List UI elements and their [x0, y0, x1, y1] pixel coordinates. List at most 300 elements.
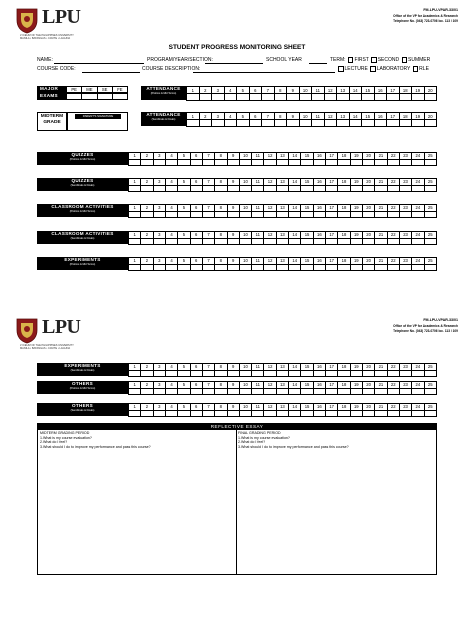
grid-entry-cell[interactable]	[301, 410, 313, 417]
grid-entry-cell[interactable]	[239, 388, 251, 395]
exam-cell[interactable]	[82, 94, 97, 100]
grid-entry-cell[interactable]	[165, 388, 177, 395]
grid-entry-cell[interactable]	[362, 238, 374, 245]
grid-entry-cell[interactable]	[141, 388, 153, 395]
grid-entry-cell[interactable]	[326, 185, 338, 192]
grid-number-cell: 16	[313, 179, 325, 186]
grid-number-cell: 8	[215, 404, 227, 411]
grid-number-cell: 22	[387, 205, 399, 212]
grid-entry-cell[interactable]	[375, 370, 387, 377]
grid-entry-cell[interactable]	[387, 120, 400, 127]
final-essay-prompts[interactable]	[238, 431, 349, 449]
grid-entry-cell[interactable]	[227, 238, 239, 245]
grid-entry-cell[interactable]	[399, 370, 411, 377]
grid-entry-cell[interactable]	[326, 370, 338, 377]
grid-entry-cell[interactable]	[202, 388, 214, 395]
grid-entry-cell[interactable]	[424, 410, 437, 417]
grid-entry-cell[interactable]	[141, 185, 153, 192]
grid-entry-cell[interactable]	[326, 264, 338, 271]
grid-entry-cell[interactable]	[412, 264, 424, 271]
grid-entry-cell[interactable]	[424, 238, 437, 245]
grid-number-cell: 25	[424, 179, 437, 186]
grid-entry-cell[interactable]	[239, 370, 251, 377]
grid-entry-cell[interactable]	[165, 370, 177, 377]
grid-entry-cell[interactable]	[202, 264, 214, 271]
grid-entry-cell[interactable]	[350, 211, 362, 218]
grid-entry-cell[interactable]	[129, 238, 141, 245]
grid-entry-cell[interactable]	[350, 370, 362, 377]
grid-entry-cell[interactable]	[165, 211, 177, 218]
grid-entry-cell[interactable]	[350, 185, 362, 192]
grid-entry-cell[interactable]	[313, 159, 325, 166]
grid-entry-cell[interactable]	[227, 211, 239, 218]
grid-entry-cell[interactable]	[362, 370, 374, 377]
grid-number-cell: 13	[276, 364, 288, 371]
grid-entry-cell[interactable]	[387, 185, 399, 192]
grid-entry-cell[interactable]	[326, 211, 338, 218]
grid-entry-cell[interactable]	[202, 185, 214, 192]
grid-entry-cell[interactable]	[227, 159, 239, 166]
p2-section-header	[37, 363, 128, 376]
grid-number-cell: 1	[129, 258, 141, 265]
grid-entry-cell[interactable]	[412, 159, 424, 166]
grid-entry-cell[interactable]	[412, 211, 424, 218]
grid-entry-cell[interactable]	[227, 370, 239, 377]
grid-entry-cell[interactable]	[424, 94, 437, 101]
grid-entry-cell[interactable]	[337, 94, 350, 101]
grid-entry-cell[interactable]	[212, 120, 225, 127]
grid-entry-cell[interactable]	[264, 185, 276, 192]
grid-entry-cell[interactable]	[375, 238, 387, 245]
grid-entry-cell[interactable]	[178, 264, 190, 271]
grid-entry-cell[interactable]	[399, 264, 411, 271]
grid-entry-cell[interactable]	[276, 370, 288, 377]
grid-entry-cell[interactable]	[252, 238, 264, 245]
lecture-checkbox[interactable]	[338, 66, 344, 72]
grid-entry-row[interactable]	[187, 120, 437, 127]
grid-entry-cell[interactable]	[215, 388, 227, 395]
grid-entry-cell[interactable]	[276, 388, 288, 395]
grid-entry-cell[interactable]	[202, 238, 214, 245]
grid-entry-cell[interactable]	[338, 238, 350, 245]
grid-entry-cell[interactable]	[276, 211, 288, 218]
grid-entry-cell[interactable]	[237, 94, 250, 101]
grid-entry-cell[interactable]	[362, 410, 374, 417]
grid-entry-cell[interactable]	[399, 185, 411, 192]
grid-entry-cell[interactable]	[224, 94, 237, 101]
grid-entry-cell[interactable]	[313, 211, 325, 218]
grid-entry-cell[interactable]	[362, 388, 374, 395]
grid-entry-cell[interactable]	[375, 264, 387, 271]
school-year-field[interactable]	[309, 63, 327, 64]
grid-entry-cell[interactable]	[375, 211, 387, 218]
grid-entry-cell[interactable]	[338, 388, 350, 395]
grid-entry-cell[interactable]	[412, 388, 424, 395]
grid-entry-cell[interactable]	[153, 238, 165, 245]
grid-entry-cell[interactable]	[289, 238, 301, 245]
grid-entry-cell[interactable]	[313, 264, 325, 271]
grid-entry-cell[interactable]	[362, 185, 374, 192]
grid-entry-cell[interactable]	[374, 94, 387, 101]
exam-cell[interactable]	[112, 94, 127, 100]
grid-entry-cell[interactable]	[215, 410, 227, 417]
grid-entry-cell[interactable]	[399, 388, 411, 395]
midterm-essay-prompts[interactable]	[40, 431, 151, 449]
grid-entry-cell[interactable]	[387, 238, 399, 245]
grid-entry-cell[interactable]	[153, 211, 165, 218]
grid-entry-cell[interactable]	[338, 211, 350, 218]
program-field[interactable]	[205, 63, 263, 64]
grid-entry-row[interactable]	[187, 94, 437, 101]
course-desc-field[interactable]	[193, 72, 335, 73]
grid-entry-cell[interactable]	[313, 370, 325, 377]
grid-entry-cell[interactable]	[412, 370, 424, 377]
grid-number-cell: 18	[338, 205, 350, 212]
grid-entry-cell[interactable]	[326, 159, 338, 166]
grid-entry-cell[interactable]	[178, 185, 190, 192]
grid-entry-cell[interactable]	[239, 185, 251, 192]
grid-entry-cell[interactable]	[312, 94, 325, 101]
grid-entry-row[interactable]	[129, 211, 437, 218]
grid-entry-cell[interactable]	[249, 120, 262, 127]
grid-entry-cell[interactable]	[227, 264, 239, 271]
grid-entry-cell[interactable]	[165, 238, 177, 245]
grid-entry-cell[interactable]	[129, 388, 141, 395]
grid-entry-cell[interactable]	[324, 94, 337, 101]
number-grid	[128, 204, 437, 218]
term-second-checkbox[interactable]	[371, 57, 377, 63]
grid-entry-cell[interactable]	[338, 410, 350, 417]
grid-entry-cell[interactable]	[262, 120, 275, 127]
grid-number-cell: 15	[362, 113, 375, 120]
grid-entry-cell[interactable]	[424, 264, 437, 271]
grid-number-cell: 25	[424, 404, 437, 411]
grid-entry-cell[interactable]	[227, 410, 239, 417]
grid-entry-cell[interactable]	[276, 238, 288, 245]
grid-entry-cell[interactable]	[375, 388, 387, 395]
grid-entry-cell[interactable]	[289, 370, 301, 377]
grid-entry-cell[interactable]	[338, 264, 350, 271]
grid-entry-cell[interactable]	[178, 370, 190, 377]
grid-entry-cell[interactable]	[424, 185, 437, 192]
grid-entry-cell[interactable]	[239, 238, 251, 245]
grid-entry-cell[interactable]	[178, 159, 190, 166]
grid-number-cell: 13	[276, 258, 288, 265]
grid-entry-cell[interactable]	[190, 238, 202, 245]
grid-entry-cell[interactable]	[165, 185, 177, 192]
grid-entry-cell[interactable]	[264, 410, 276, 417]
grid-number-cell: 1	[129, 179, 141, 186]
grid-entry-cell[interactable]	[187, 94, 200, 101]
grid-entry-cell[interactable]	[252, 388, 264, 395]
grid-entry-cell[interactable]	[165, 410, 177, 417]
grid-entry-cell[interactable]	[215, 211, 227, 218]
grid-entry-cell[interactable]	[178, 238, 190, 245]
grid-entry-cell[interactable]	[362, 211, 374, 218]
grid-entry-cell[interactable]	[264, 238, 276, 245]
grid-entry-cell[interactable]	[387, 388, 399, 395]
grid-entry-cell[interactable]	[215, 238, 227, 245]
grid-entry-cell[interactable]	[424, 370, 437, 377]
exam-cell[interactable]	[97, 94, 112, 100]
grid-entry-cell[interactable]	[178, 211, 190, 218]
grid-entry-cell[interactable]	[274, 94, 287, 101]
rle-checkbox[interactable]	[413, 66, 419, 72]
grid-entry-cell[interactable]	[387, 211, 399, 218]
grid-entry-cell[interactable]	[264, 159, 276, 166]
grid-entry-cell[interactable]	[362, 159, 374, 166]
grid-entry-cell[interactable]	[153, 370, 165, 377]
grid-entry-cell[interactable]	[399, 211, 411, 218]
grid-entry-cell[interactable]	[239, 211, 251, 218]
grid-entry-cell[interactable]	[276, 410, 288, 417]
grid-entry-cell[interactable]	[375, 159, 387, 166]
grid-entry-cell[interactable]	[326, 388, 338, 395]
grid-entry-cell[interactable]	[129, 159, 141, 166]
grid-entry-cell[interactable]	[141, 238, 153, 245]
grid-entry-cell[interactable]	[264, 370, 276, 377]
grid-entry-cell[interactable]	[227, 388, 239, 395]
grid-entry-cell[interactable]	[313, 410, 325, 417]
grid-entry-row[interactable]	[129, 264, 437, 271]
grid-entry-cell[interactable]	[289, 185, 301, 192]
grid-entry-cell[interactable]	[141, 211, 153, 218]
grid-entry-cell[interactable]	[274, 120, 287, 127]
grid-entry-cell[interactable]	[313, 185, 325, 192]
grid-entry-cell[interactable]	[141, 159, 153, 166]
grid-entry-cell[interactable]	[362, 264, 374, 271]
grid-number-cell: 12	[264, 153, 276, 160]
grid-entry-cell[interactable]	[289, 159, 301, 166]
grid-entry-cell[interactable]	[215, 370, 227, 377]
grid-entry-cell[interactable]	[129, 211, 141, 218]
grid-entry-cell[interactable]	[153, 388, 165, 395]
grid-entry-cell[interactable]	[252, 370, 264, 377]
grid-entry-cell[interactable]	[239, 159, 251, 166]
grid-entry-cell[interactable]	[387, 410, 399, 417]
grid-entry-cell[interactable]	[289, 264, 301, 271]
reflective-essay-header	[38, 424, 436, 430]
grid-entry-cell[interactable]	[202, 410, 214, 417]
grid-entry-cell[interactable]	[387, 370, 399, 377]
grid-entry-cell[interactable]	[153, 159, 165, 166]
grid-entry-cell[interactable]	[312, 120, 325, 127]
grid-entry-cell[interactable]	[412, 185, 424, 192]
grid-entry-cell[interactable]	[199, 120, 212, 127]
grid-entry-cell[interactable]	[412, 94, 425, 101]
section-period: (Prelims & Mid Terms)	[69, 210, 96, 213]
grid-entry-cell[interactable]	[313, 388, 325, 395]
grid-number-cell: 11	[252, 179, 264, 186]
grid-entry-cell[interactable]	[252, 211, 264, 218]
grid-entry-cell[interactable]	[399, 159, 411, 166]
grid-entry-cell[interactable]	[224, 120, 237, 127]
grid-number-cell: 22	[387, 153, 399, 160]
grid-entry-cell[interactable]	[375, 410, 387, 417]
term-summer-checkbox[interactable]	[402, 57, 408, 63]
grid-entry-cell[interactable]	[141, 370, 153, 377]
grid-entry-cell[interactable]	[350, 238, 362, 245]
grid-entry-cell[interactable]	[264, 388, 276, 395]
grid-entry-cell[interactable]	[252, 410, 264, 417]
grid-entry-cell[interactable]	[289, 388, 301, 395]
grid-entry-row[interactable]	[129, 370, 437, 377]
grid-entry-cell[interactable]	[141, 264, 153, 271]
grid-entry-cell[interactable]	[215, 185, 227, 192]
number-grid	[128, 178, 437, 192]
grid-entry-cell[interactable]	[362, 120, 375, 127]
grid-entry-cell[interactable]	[301, 185, 313, 192]
p1-section-header	[37, 204, 128, 217]
grid-entry-cell[interactable]	[301, 264, 313, 271]
grid-entry-cell[interactable]	[276, 159, 288, 166]
grid-entry-cell[interactable]	[326, 238, 338, 245]
grid-entry-cell[interactable]	[350, 159, 362, 166]
grid-entry-cell[interactable]	[129, 264, 141, 271]
grid-entry-cell[interactable]	[190, 185, 202, 192]
grid-entry-cell[interactable]	[362, 94, 375, 101]
grid-entry-cell[interactable]	[190, 264, 202, 271]
grid-number-cell: 10	[239, 232, 251, 239]
grid-entry-cell[interactable]	[301, 238, 313, 245]
grid-entry-cell[interactable]	[262, 94, 275, 101]
form-code: FM-LPU-VPAR-33/01	[423, 8, 458, 12]
grid-entry-cell[interactable]	[349, 94, 362, 101]
grid-entry-cell[interactable]	[349, 120, 362, 127]
grid-entry-cell[interactable]	[424, 120, 437, 127]
grid-entry-cell[interactable]	[190, 388, 202, 395]
grid-entry-cell[interactable]	[215, 264, 227, 271]
grid-entry-cell[interactable]	[129, 410, 141, 417]
grid-entry-cell[interactable]	[299, 120, 312, 127]
grid-entry-row[interactable]	[129, 159, 437, 166]
p1-section-header	[37, 231, 128, 244]
grid-entry-cell[interactable]	[299, 94, 312, 101]
grid-entry-cell[interactable]	[264, 264, 276, 271]
grid-entry-cell[interactable]	[387, 159, 399, 166]
grid-entry-cell[interactable]	[338, 185, 350, 192]
grid-entry-cell[interactable]	[276, 264, 288, 271]
grid-entry-cell[interactable]	[153, 264, 165, 271]
grid-entry-cell[interactable]	[301, 388, 313, 395]
grid-entry-cell[interactable]	[190, 370, 202, 377]
grid-entry-cell[interactable]	[199, 94, 212, 101]
grid-entry-cell[interactable]	[237, 120, 250, 127]
grid-entry-cell[interactable]	[289, 211, 301, 218]
grid-entry-cell[interactable]	[350, 264, 362, 271]
grid-entry-cell[interactable]	[301, 370, 313, 377]
grid-entry-cell[interactable]	[252, 185, 264, 192]
grid-entry-cell[interactable]	[276, 185, 288, 192]
grid-entry-cell[interactable]	[399, 94, 412, 101]
laboratory-checkbox[interactable]	[370, 66, 376, 72]
grid-entry-cell[interactable]	[424, 388, 437, 395]
grid-entry-cell[interactable]	[350, 410, 362, 417]
grid-entry-cell[interactable]	[326, 410, 338, 417]
grid-entry-cell[interactable]	[249, 94, 262, 101]
grid-entry-cell[interactable]	[412, 120, 425, 127]
grid-entry-cell[interactable]	[212, 94, 225, 101]
grid-entry-cell[interactable]	[190, 410, 202, 417]
grid-entry-row[interactable]	[129, 388, 437, 395]
reflective-essay-box	[37, 423, 437, 575]
grid-number-cell: 10	[299, 113, 312, 120]
grid-entry-cell[interactable]	[289, 410, 301, 417]
grid-entry-cell[interactable]	[129, 370, 141, 377]
course-code-field[interactable]	[82, 72, 140, 73]
grid-entry-cell[interactable]	[301, 159, 313, 166]
grid-entry-cell[interactable]	[190, 159, 202, 166]
grid-entry-cell[interactable]	[178, 388, 190, 395]
grid-entry-cell[interactable]	[337, 120, 350, 127]
grid-entry-cell[interactable]	[202, 211, 214, 218]
grid-entry-cell[interactable]	[387, 264, 399, 271]
grid-entry-cell[interactable]	[387, 94, 400, 101]
grid-entry-cell[interactable]	[338, 159, 350, 166]
grid-entry-cell[interactable]	[239, 410, 251, 417]
grid-entry-cell[interactable]	[252, 159, 264, 166]
grid-entry-cell[interactable]	[424, 159, 437, 166]
grid-number-cell: 16	[313, 205, 325, 212]
grid-entry-cell[interactable]	[287, 94, 300, 101]
grid-entry-cell[interactable]	[215, 159, 227, 166]
grid-entry-cell[interactable]	[350, 388, 362, 395]
exam-cell[interactable]	[67, 94, 82, 100]
grid-entry-cell[interactable]	[227, 185, 239, 192]
grid-entry-cell[interactable]	[399, 120, 412, 127]
grid-entry-cell[interactable]	[324, 120, 337, 127]
grid-entry-cell[interactable]	[153, 185, 165, 192]
grid-number-cell: 17	[326, 153, 338, 160]
grid-entry-cell[interactable]	[165, 159, 177, 166]
grid-entry-cell[interactable]	[399, 238, 411, 245]
grid-entry-cell[interactable]	[375, 185, 387, 192]
grid-number-cell: 21	[375, 205, 387, 212]
grid-entry-row[interactable]	[129, 410, 437, 417]
grid-entry-cell[interactable]	[412, 410, 424, 417]
term-first-checkbox[interactable]	[348, 57, 354, 63]
number-grid	[128, 381, 437, 395]
grid-entry-cell[interactable]	[287, 120, 300, 127]
grid-entry-cell[interactable]	[202, 370, 214, 377]
grid-entry-cell[interactable]	[399, 410, 411, 417]
grid-entry-cell[interactable]	[424, 211, 437, 218]
grid-entry-cell[interactable]	[202, 159, 214, 166]
grid-number-cell: 24	[412, 205, 424, 212]
grid-entry-cell[interactable]	[264, 211, 276, 218]
name-field[interactable]	[54, 63, 144, 64]
grid-entry-cell[interactable]	[129, 185, 141, 192]
grid-entry-cell[interactable]	[301, 211, 313, 218]
grid-number-cell: 18	[338, 258, 350, 265]
grid-entry-cell[interactable]	[252, 264, 264, 271]
grid-entry-cell[interactable]	[374, 120, 387, 127]
grid-entry-cell[interactable]	[141, 410, 153, 417]
major-exams-entry-row[interactable]	[66, 93, 128, 100]
grid-entry-cell[interactable]	[178, 410, 190, 417]
grid-entry-cell[interactable]	[313, 238, 325, 245]
grid-entry-cell[interactable]	[190, 211, 202, 218]
grid-entry-cell[interactable]	[338, 370, 350, 377]
grid-entry-cell[interactable]	[412, 238, 424, 245]
grid-entry-cell[interactable]	[165, 264, 177, 271]
grid-entry-cell[interactable]	[239, 264, 251, 271]
grid-entry-row[interactable]	[129, 185, 437, 192]
grid-entry-cell[interactable]	[153, 410, 165, 417]
grid-entry-row[interactable]	[129, 238, 437, 245]
parents-signature-box[interactable]	[67, 112, 128, 131]
grid-entry-cell[interactable]	[187, 120, 200, 127]
